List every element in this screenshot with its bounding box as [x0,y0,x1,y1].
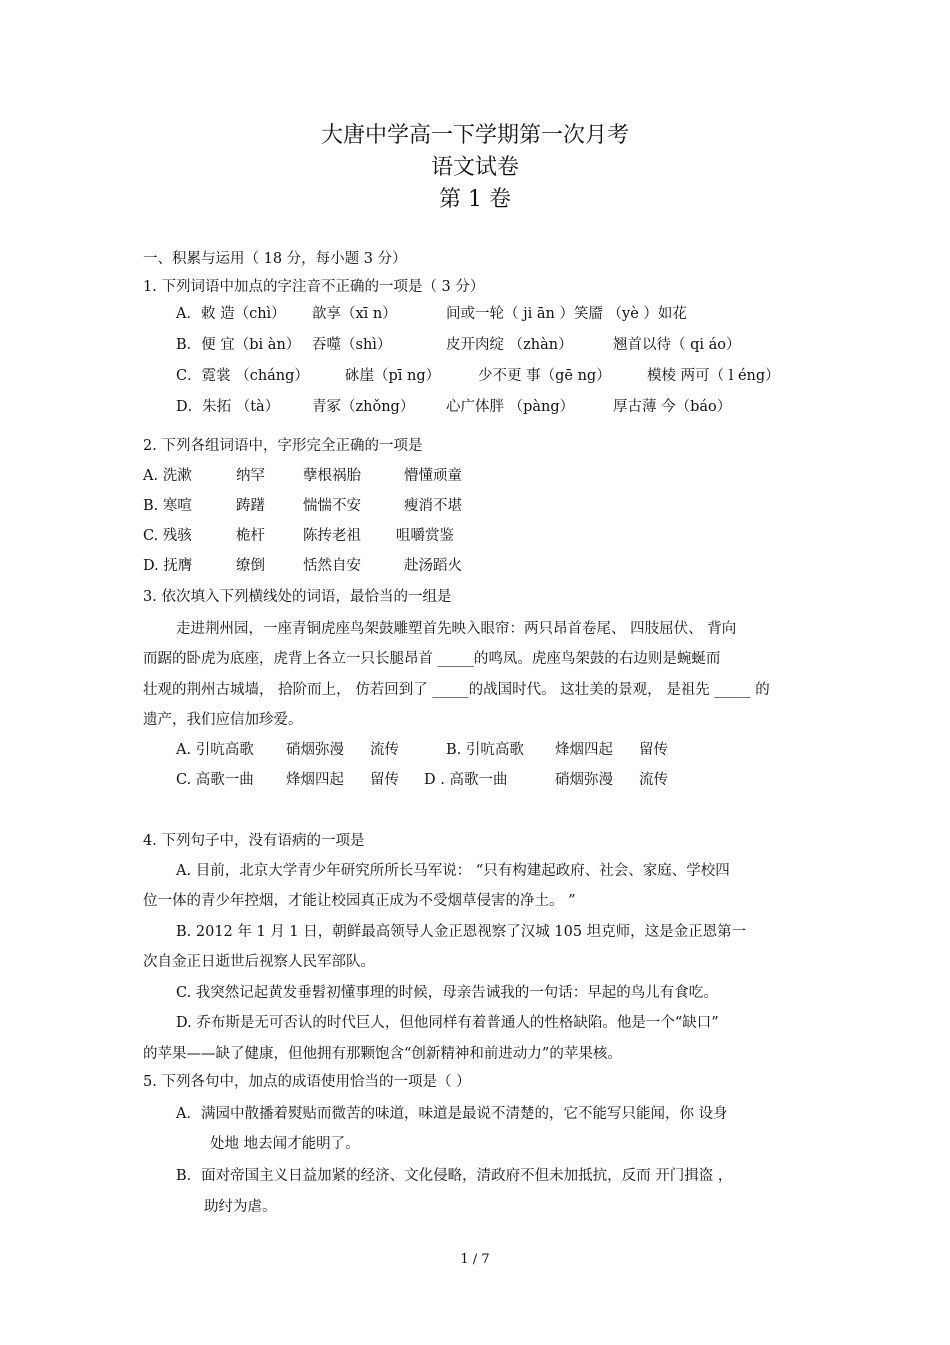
q2-b-3: 惴惴不安 [303,498,361,514]
q1-option-d-1: D．朱拓 （tà） [176,399,280,415]
q4-line: B. 2012 年 1 月 1 日，朝鲜最高领导人金正恩视察了汉城 105 坦克师，这是金正恩第一 [176,924,747,940]
q3-option-a-3: 流传 [370,742,399,758]
q3-option-c-3: 留传 [370,772,399,788]
exam-title: 大唐中学高一下学期第一次月考 [320,123,629,148]
q3-option-d-2: 硝烟弥漫 [555,772,613,788]
question-1-stem: 1. 下列词语中加点的字注音不正确的一项是（ 3 分） [143,279,485,295]
q2-d-1: D. 抚膺 [143,558,193,574]
page-number: 1 / 7 [460,1252,490,1267]
q1-option-b-1: B．便 宜（bi àn） [176,337,301,353]
subject-title: 语文试卷 [430,155,519,180]
q1-option-c-4: 模棱 两可（ l éng） [647,368,780,384]
q2-b-2: 踌躇 [236,498,265,514]
q2-d-3: 恬然自安 [303,558,361,574]
q3-option-c-2: 烽烟四起 [286,772,344,788]
q2-a-4: 懵懂顽童 [404,468,462,484]
q4-line: 位一体的青少年控烟，才能让校园真正成为不受烟草侵害的净土。 ” [143,893,576,909]
q3-passage-line: 走进荆州园，一座青铜虎座鸟架鼓雕塑首先映入眼帘：两只昂首卷尾、 四肢屈伏、 背向 [176,621,737,637]
q1-option-c-2: 砯崖（pī ng） [345,368,441,384]
question-5-stem: 5. 下列各句中，加点的成语使用恰当的一项是（ ） [143,1074,471,1090]
q2-a-2: 纳罕 [236,468,265,484]
q1-option-b-3: 皮开肉绽 （zhàn） [446,337,573,353]
q4-line: D. 乔布斯是无可否认的时代巨人，但他同样有着普通人的性格缺陷。他是一个“缺口” [176,1015,719,1031]
q4-line: 次自金正日逝世后视察人民军部队。 [143,954,375,970]
q4-line: C. 我突然记起黄发垂髫初懂事理的时候，母亲告诫我的一句话：早起的鸟儿有食吃。 [176,985,718,1001]
q1-option-a-2: 歆享（xī n） [312,306,397,322]
q2-c-3: 陈抟老祖 [303,528,361,544]
q5-line: 助纣为虐。 [204,1199,277,1215]
q2-a-3: 孽根祸胎 [303,468,361,484]
q5-line: A．满园中散播着熨贴而微苦的味道，味道是最说不清楚的，它不能写只能闻，你 设身 [176,1106,728,1122]
q1-option-d-2: 青冢（zhǒng） [312,399,415,415]
q3-option-b-1: B. 引吭高歌 [446,742,524,758]
q1-option-d-4: 厚古薄 今（báo） [613,399,732,415]
q1-option-c-1: C．霓裳 （cháng） [176,368,309,384]
question-2-stem: 2. 下列各组词语中，字形完全正确的一项是 [143,438,423,454]
q2-c-4: 咀嚼赏鉴 [396,528,454,544]
q1-option-b-2: 吞噬（shì） [312,337,392,353]
q3-option-d-1: D . 高歌一曲 [424,772,508,788]
question-3-stem: 3. 依次填入下列横线处的词语，最恰当的一组是 [143,589,452,605]
q3-option-a-2: 硝烟弥漫 [286,742,344,758]
q3-option-a-1: A. 引吭高歌 [176,742,254,758]
q2-d-4: 赴汤蹈火 [404,558,462,574]
q2-b-1: B. 寒喧 [143,498,192,514]
q2-c-1: C. 残骇 [143,528,192,544]
q3-passage-line: 壮观的荆州古城墙， 拾阶而上， 仿若回到了 _____的战国时代。 这壮美的景观， 是祖先 _____ 的 [143,682,770,698]
q3-option-b-3: 留传 [639,742,668,758]
section-heading: 一、积累与运用（ 18 分，每小题 3 分） [143,251,407,267]
q2-a-1: A. 洗漱 [143,468,192,484]
q1-option-a-3: 间或一轮（ ji ān ）笑靥 （yè ）如花 [446,306,687,322]
q2-d-2: 缭倒 [236,558,265,574]
q3-passage-line: 而踞的卧虎为底座，虎背上各立一只长腿昂首 _____的鸣凤。虎座鸟架鼓的右边则是蜿蜒而 [143,651,721,667]
q2-c-2: 桅杆 [236,528,265,544]
q1-option-b-4: 翘首以待（ qi áo） [613,337,741,353]
q2-b-4: 瘦消不堪 [404,498,462,514]
q4-line: A. 目前，北京大学青少年研究所所长马军说： “只有构建起政府、社会、家庭、学校四 [176,863,730,879]
q5-line: 处地 地去闻才能明了。 [210,1136,360,1152]
q3-passage-line: 遗产，我们应信加珍爱。 [143,712,303,728]
volume-title: 第 1 卷 [439,187,511,212]
q3-option-c-1: C. 高歌一曲 [176,772,254,788]
q3-option-d-3: 流传 [639,772,668,788]
q1-option-a-1: A．敕 造（chì） [176,306,286,322]
q1-option-d-3: 心广体胖 （pàng） [446,399,575,415]
q5-line: B．面对帝国主义日益加紧的经济、文化侵略，清政府不但未加抵抗，反而 开门揖盗 ， [176,1168,733,1184]
question-4-stem: 4. 下列句子中，没有语病的一项是 [143,833,365,849]
q1-option-c-3: 少不更 事（gē ng） [478,368,611,384]
q3-option-b-2: 烽烟四起 [555,742,613,758]
q4-line: 的苹果——缺了健康，但他拥有那颗饱含“创新精神和前进动力”的苹果核。 [143,1046,622,1062]
